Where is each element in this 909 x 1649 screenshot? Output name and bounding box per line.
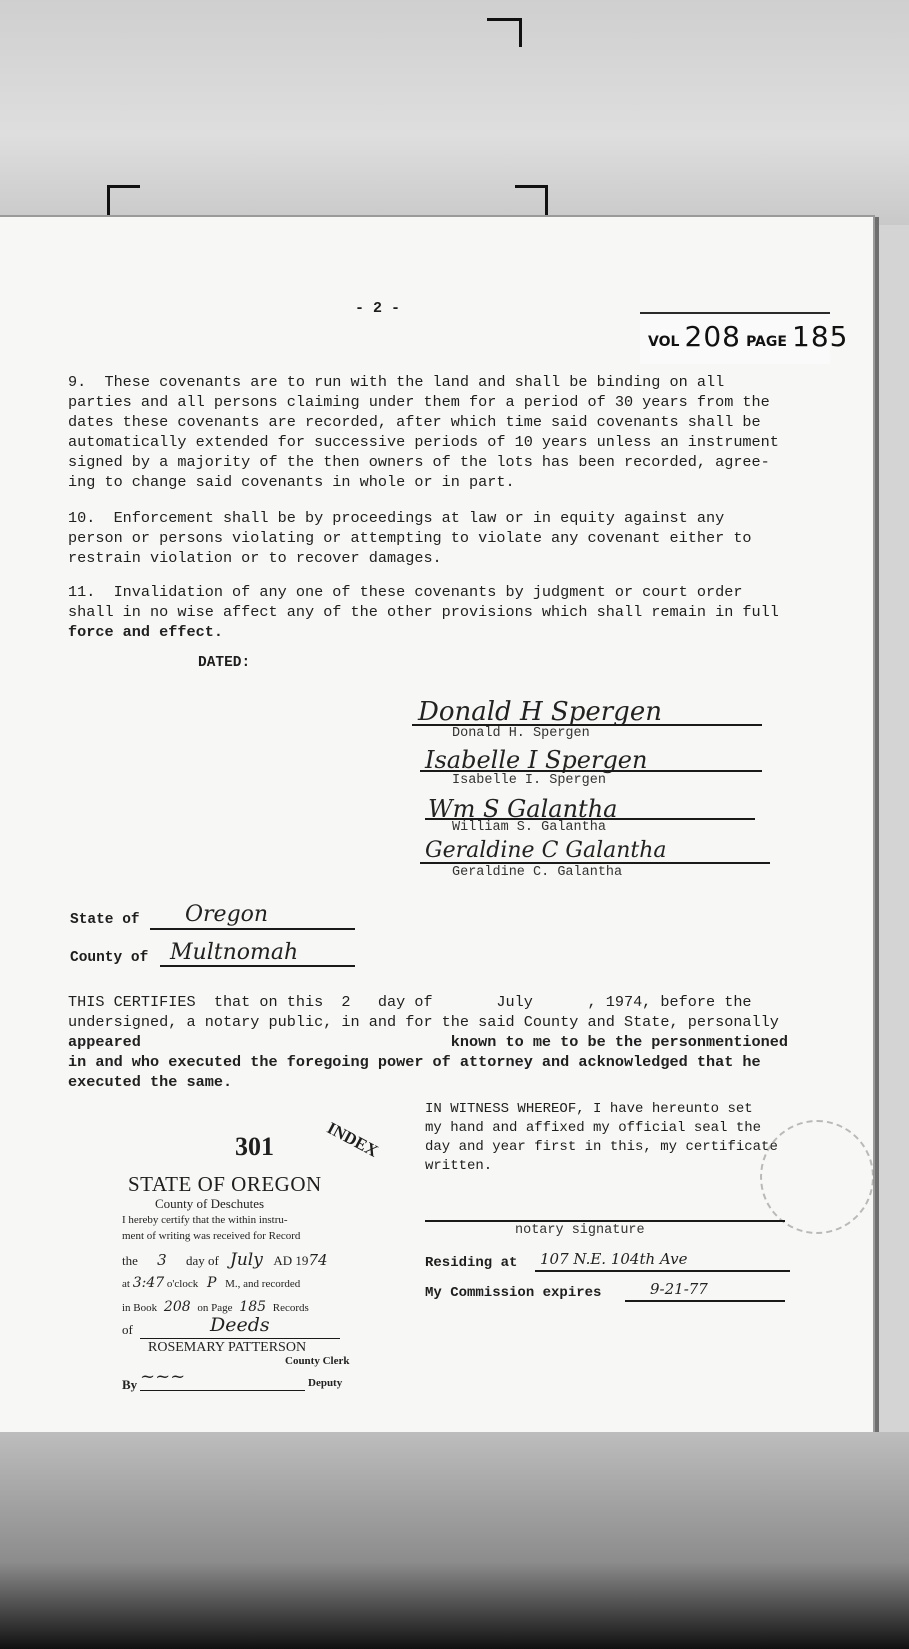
state-label: State of xyxy=(70,912,140,928)
stamp-deputy-label: Deputy xyxy=(308,1377,343,1389)
stamp-by-label: By xyxy=(122,1377,138,1392)
stamp-day-row xyxy=(122,1250,328,1270)
signature-line-2 xyxy=(420,770,762,772)
page-label: PAGE xyxy=(746,334,787,350)
cert-line-3: appeared known to me to be the personmentioned xyxy=(68,1033,789,1051)
stamp-day-label: the xyxy=(122,1253,138,1268)
page-value: 185 xyxy=(792,320,849,353)
residing-line xyxy=(535,1270,790,1272)
commission-line xyxy=(625,1300,785,1302)
stamp-day-value: 3 xyxy=(157,1251,167,1269)
commission-label: My Commission expires xyxy=(425,1285,602,1301)
covenant-9-line-6: ing to change said covenants in whole or in part. xyxy=(68,473,515,491)
stamp-oclock-label: o'clock xyxy=(166,1278,199,1290)
county-line xyxy=(160,965,355,967)
covenant-10-line-2: person or persons violating or attempting to violate any covenant either to xyxy=(68,529,752,547)
volume-stamp xyxy=(648,320,848,353)
vol-number: 208 xyxy=(684,320,741,353)
page-number: - 2 - xyxy=(355,300,401,317)
signer-name-4: Geraldine C. Galantha xyxy=(452,865,623,880)
stamp-year-value: 74 xyxy=(308,1251,328,1269)
stamp-deputy-line xyxy=(140,1390,305,1391)
crop-mark-top-right xyxy=(487,18,522,47)
county-value: Multnomah xyxy=(170,940,299,965)
stamp-state-title: STATE OF OREGON xyxy=(128,1172,322,1196)
stamp-pm-value: P xyxy=(206,1275,217,1291)
dated-label: DATED: xyxy=(198,655,251,671)
stamp-time-value: 3:47 xyxy=(132,1275,165,1291)
vol-label: VOL xyxy=(648,334,680,350)
covenant-11-line-2: shall in no wise affect any of the other provisions which shall remain in full xyxy=(68,603,779,621)
signature-4: Geraldine C Galantha xyxy=(425,838,667,863)
stamp-day-of: day of xyxy=(185,1253,219,1268)
stamp-at-label: at xyxy=(122,1278,130,1290)
signature-3: Wm S Galantha xyxy=(428,795,618,823)
stamp-county: County of Deschutes xyxy=(155,1196,265,1211)
witness-line-1: IN WITNESS WHEREOF, I have hereunto set xyxy=(425,1101,753,1117)
crop-mark-top-left xyxy=(107,185,140,218)
stamp-line-2: ment of writing was received for Record xyxy=(122,1230,301,1242)
index-stamp: INDEX xyxy=(323,1118,382,1161)
covenant-11-line-1: 11. Invalidation of any one of these covenants by judgment or court order xyxy=(68,583,743,601)
stamp-of-label: of xyxy=(122,1322,133,1337)
stamp-recorded-label: M., and recorded xyxy=(225,1278,301,1290)
stamp-of-line xyxy=(140,1338,340,1339)
stamp-time-row xyxy=(122,1275,300,1291)
witness-line-3: day and year first in this, my certificate xyxy=(425,1139,778,1155)
cert-line-2: undersigned, a notary public, in and for the said County and State, personally xyxy=(68,1013,779,1031)
commission-value: 9-21-77 xyxy=(650,1280,708,1298)
crop-mark-mid-right xyxy=(515,185,548,218)
stamp-book-row xyxy=(122,1299,309,1315)
signer-name-2: Isabelle I. Spergen xyxy=(452,773,606,788)
covenant-9-line-2: parties and all persons claiming under them for a period of 30 years from the xyxy=(68,393,770,411)
cert-line-1: THIS CERTIFIES that on this 2 day of July , 1974, before the xyxy=(68,993,752,1011)
stamp-of-value: Deeds xyxy=(210,1314,270,1336)
covenant-9-line-1: 9. These covenants are to run with the land and shall be binding on all xyxy=(68,373,725,391)
signature-line-4 xyxy=(420,862,770,864)
stamp-book-label: in Book xyxy=(122,1302,158,1314)
state-line xyxy=(150,928,355,930)
stamp-book-value: 208 xyxy=(163,1299,191,1315)
residing-value: 107 N.E. 104th Ave xyxy=(540,1250,688,1268)
signer-name-3: William S. Galantha xyxy=(452,820,606,835)
residing-label: Residing at xyxy=(425,1255,518,1271)
county-label: County of xyxy=(70,950,149,966)
stamp-page-label: on Page xyxy=(197,1302,233,1314)
witness-line-4: written. xyxy=(425,1158,493,1174)
state-value: Oregon xyxy=(185,902,269,927)
notary-signature-line xyxy=(425,1220,785,1222)
signature-1: Donald H Spergen xyxy=(418,697,662,727)
cert-line-4: in and who executed the foregoing power of attorney and acknowledged that he xyxy=(68,1053,761,1071)
signature-2: Isabelle I Spergen xyxy=(425,746,648,774)
scan-bottom-edge xyxy=(0,1432,909,1649)
stamp-month-value: July xyxy=(230,1250,263,1270)
covenant-11-line-3: force and effect. xyxy=(68,623,223,641)
stamp-line-1: I hereby certify that the within instru- xyxy=(122,1214,288,1226)
covenant-9-line-3: dates these covenants are recorded, after which time said covenants shall be xyxy=(68,413,761,431)
notary-seal xyxy=(760,1120,874,1234)
stamp-records-label: Records xyxy=(272,1302,309,1314)
covenant-9-line-4: automatically extended for successive periods of 10 years unless an instrument xyxy=(68,433,779,451)
stamp-clerk-name: ROSEMARY PATTERSON xyxy=(148,1340,307,1355)
cert-line-5: executed the same. xyxy=(68,1073,233,1091)
covenant-10-line-1: 10. Enforcement shall be by proceedings at law or in equity against any xyxy=(68,509,725,527)
stamp-deputy-signature: ~~~ xyxy=(140,1366,186,1387)
recording-number: 301 xyxy=(235,1132,274,1161)
stamp-year-label: AD 19 xyxy=(273,1253,309,1268)
covenant-10-line-3: restrain violation or to recover damages. xyxy=(68,549,442,567)
covenant-9-line-5: signed by a majority of the then owners of the lots has been recorded, agree- xyxy=(68,453,770,471)
signer-name-1: Donald H. Spergen xyxy=(452,726,590,741)
witness-line-2: my hand and affixed my official seal the xyxy=(425,1120,762,1136)
stamp-page-value: 185 xyxy=(239,1299,267,1315)
stamp-clerk-title: County Clerk xyxy=(285,1355,350,1367)
notary-signature-label: notary signature xyxy=(515,1223,645,1238)
